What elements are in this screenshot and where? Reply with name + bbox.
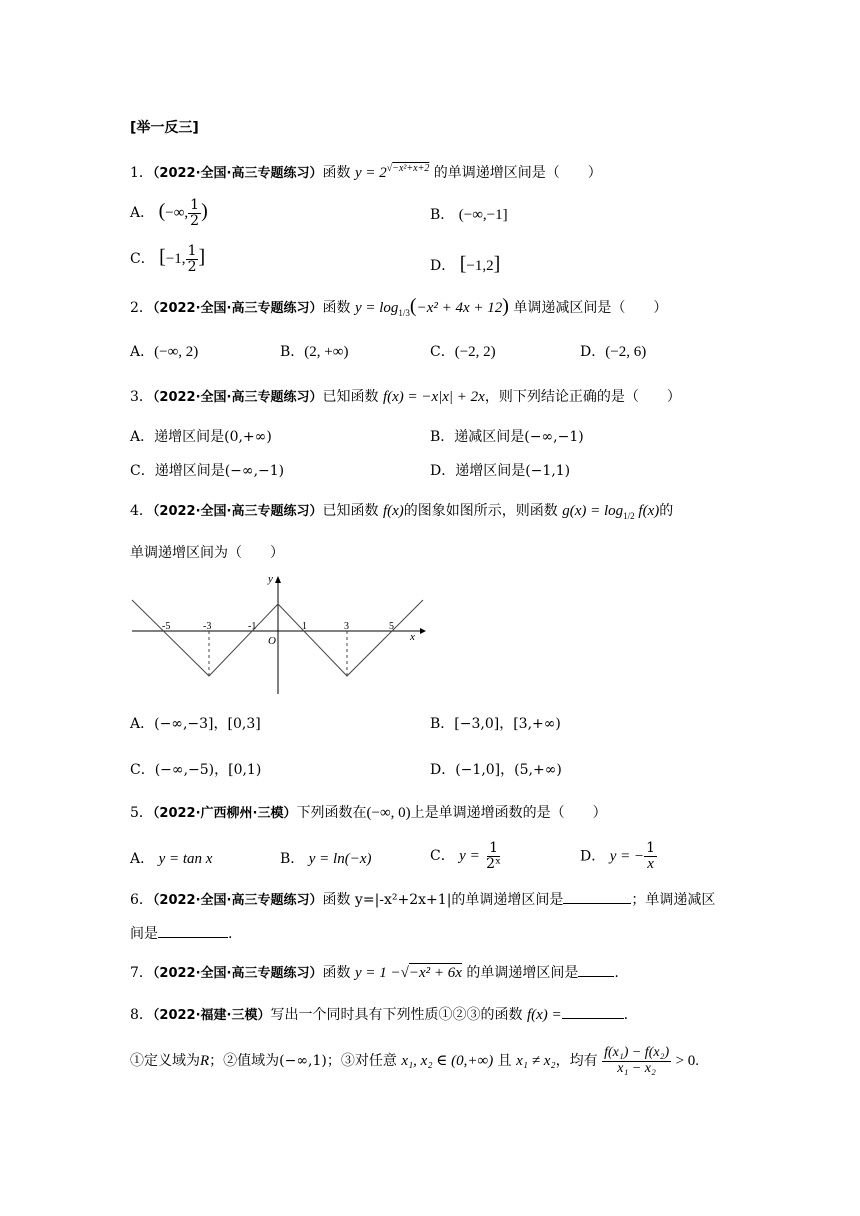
function-graph xyxy=(128,574,428,698)
formula-f-x: f(x) xyxy=(382,503,404,519)
answer-blank[interactable] xyxy=(563,903,631,904)
fraction-slope xyxy=(602,1046,671,1076)
option-text: y = xyxy=(459,848,480,865)
option-text: (−2, 6) xyxy=(605,344,647,360)
frac-num: 1 xyxy=(187,243,197,259)
fraction-half xyxy=(188,198,201,228)
bracket-right: ] xyxy=(198,246,206,269)
question-8-conditions xyxy=(130,1046,699,1076)
option-c[interactable] xyxy=(130,244,205,274)
formula-y-eq-2-pow: $y = 2^{√-x^2+x+2}$ xyxy=(354,163,430,181)
question-4-line2: 单调递增区间为（ ） xyxy=(130,545,284,561)
question-source: （2022·福建·三模） xyxy=(152,1008,271,1023)
x-axis-arrow xyxy=(420,628,426,634)
question-source: （2022·全国·高三专题练习） xyxy=(152,893,323,908)
label-y: y xyxy=(268,574,273,585)
option-d[interactable] xyxy=(430,254,500,274)
bracket-left: [ xyxy=(159,246,166,269)
bracket-right: ] xyxy=(493,253,501,275)
option-c[interactable]: C．递增区间是(−∞,−1) xyxy=(130,463,285,479)
symbol-R: R xyxy=(200,1053,210,1070)
question-3 xyxy=(130,390,681,405)
question-4 xyxy=(130,504,673,521)
question-8: 8．（2022·福建·三模）写出一个同时具有下列性质①②③的函数 f(x) = . xyxy=(130,1007,629,1023)
option-text: −1, xyxy=(165,251,186,268)
option-b[interactable]: B．递减区间是(−∞,−1) xyxy=(430,429,584,445)
question-text-post: 单调递减区间是（ ） xyxy=(513,300,668,316)
frac-num: f(x₁) − f(x₂) xyxy=(604,1045,670,1060)
formula: f(x) = xyxy=(526,1007,562,1023)
condition-text: 且 xyxy=(497,1053,512,1070)
question-number: 4． xyxy=(130,503,153,519)
option-b[interactable]: B．[−3,0]，[3,+∞) xyxy=(430,716,561,732)
sqrt-sign: √ xyxy=(400,965,409,981)
question-number: 5． xyxy=(130,805,153,821)
option-text: (−∞,−1] xyxy=(458,207,508,223)
question-text-post: 的 xyxy=(659,503,674,519)
question-text: 下列函数在 xyxy=(296,805,367,821)
frac-den: 2 xyxy=(187,258,197,275)
question-source: （2022·全国·高三专题练习） xyxy=(152,390,323,405)
option-letter: D． xyxy=(580,848,606,865)
paren-right: ) xyxy=(201,200,208,223)
frac-num: 1 xyxy=(190,197,200,213)
answer-blank[interactable] xyxy=(158,937,228,938)
question-number: 6． xyxy=(130,892,153,908)
option-letter: A． xyxy=(130,205,155,222)
option-a[interactable] xyxy=(130,198,208,228)
option-c[interactable] xyxy=(430,841,503,871)
option-text: (−2, 2) xyxy=(454,344,496,360)
option-a[interactable]: A．(−∞,−3]，[0,3] xyxy=(130,716,261,732)
option-b[interactable] xyxy=(280,852,371,867)
option-letter: C． xyxy=(430,848,455,865)
question-text: 函数 xyxy=(322,165,351,181)
answer-blank[interactable] xyxy=(562,1018,624,1019)
frac-num: 1 xyxy=(489,840,499,856)
question-text-post: 的单调递增区间是 xyxy=(466,965,579,981)
question-text: 函数 y=|-x²+2x+1|的单调递增区间是 xyxy=(322,892,564,908)
option-d[interactable] xyxy=(580,345,646,360)
formula-vars: x₁, x₂ ∈ (0,+∞) xyxy=(401,1053,494,1070)
question-6 xyxy=(130,893,715,907)
frac-den: x₁ − x₂ xyxy=(617,1060,656,1076)
question-text-post: 的单调递增区间是（ ） xyxy=(433,165,602,181)
question-7: 7．（2022·全国·高三专题练习）函数 y = 1 −√−x² + 6x 的单调递增区间是 . xyxy=(130,965,619,981)
question-text-post: ，则下列结论正确的是（ ） xyxy=(484,389,681,405)
formula-log: $y = \log_{1/3}$ xyxy=(354,300,410,318)
paren-right: ) xyxy=(502,295,509,317)
formula: y = 1 − xyxy=(354,965,401,981)
section-label: [举一反三] xyxy=(130,120,199,136)
interval: (−∞, 0) xyxy=(366,805,411,821)
question-number: 7． xyxy=(130,965,153,981)
option-letter: D． xyxy=(430,258,456,274)
question-1 xyxy=(130,164,602,181)
formula-tail: > 0. xyxy=(675,1053,700,1070)
fraction xyxy=(644,841,657,872)
question-source: （2022·全国·高三专题练习） xyxy=(152,966,323,981)
option-letter: B． xyxy=(280,851,305,867)
question-text: 函数 xyxy=(322,965,351,981)
fraction-half xyxy=(186,244,199,274)
question-number: 2． xyxy=(130,300,153,316)
formula-neq: x₁ ≠ x₂ xyxy=(516,1053,556,1070)
question-6-line2: 间是 . xyxy=(130,926,233,942)
label-origin: O xyxy=(268,635,276,647)
option-d[interactable] xyxy=(580,841,657,872)
question-text-mid: ；单调递减区 xyxy=(631,892,716,908)
question-source: （2022·全国·高三专题练习） xyxy=(152,504,323,519)
option-letter: A． xyxy=(130,344,155,360)
formula-body: −x² + 4x + 12 xyxy=(416,300,503,316)
option-text: y = ln(−x) xyxy=(308,851,372,867)
option-text: −1,2 xyxy=(466,258,494,274)
label-x: x xyxy=(410,631,415,643)
label-1: 1 xyxy=(302,621,307,632)
sqrt-body: −x² + 6x xyxy=(408,965,462,981)
label-minus3: -3 xyxy=(203,621,212,632)
frac-den: 2 xyxy=(190,212,200,229)
option-text: (−∞, 2) xyxy=(154,344,199,360)
option-a[interactable]: A．递增区间是(0,+∞) xyxy=(130,429,272,445)
option-c[interactable] xyxy=(430,345,496,360)
option-b[interactable] xyxy=(430,208,508,223)
condition-text: ①定义域为 xyxy=(130,1053,200,1070)
option-a[interactable] xyxy=(130,345,198,360)
question-number: 1． xyxy=(130,165,153,181)
question-number: 3． xyxy=(130,389,153,405)
question-text: 已知函数 xyxy=(322,503,379,519)
frac-den: 2ˣ xyxy=(486,855,501,872)
question-text: 间是 xyxy=(130,926,158,942)
formula-g-x: $g(x) = \log_{1/2} f(x)$ xyxy=(562,503,660,521)
question-source: （2022·全国·高三专题练习） xyxy=(152,301,323,316)
label-3: 3 xyxy=(344,621,349,632)
option-b[interactable] xyxy=(280,345,348,360)
option-letter: C． xyxy=(430,344,455,360)
option-text: y = − xyxy=(609,848,645,865)
question-source: （2022·全国·高三专题练习） xyxy=(152,166,323,181)
option-text: y = tan x xyxy=(158,851,213,867)
option-letter: A． xyxy=(130,851,155,867)
question-5 xyxy=(130,806,607,821)
frac-num: 1 xyxy=(646,840,656,856)
question-text: 函数 xyxy=(322,300,351,316)
y-axis-arrow xyxy=(275,576,281,583)
option-text: (2, +∞) xyxy=(304,344,349,360)
option-c[interactable]: C．(−∞,−5)，[0,1) xyxy=(130,762,262,778)
option-letter: C． xyxy=(130,251,155,268)
label-minus1: -1 xyxy=(248,621,257,632)
frac-den: x xyxy=(647,855,654,872)
bracket-left: [ xyxy=(459,253,467,275)
question-text: 写出一个同时具有下列性质①②③的函数 xyxy=(270,1007,523,1023)
option-d[interactable]: D．递增区间是(−1,1) xyxy=(430,463,571,479)
question-number: 8． xyxy=(130,1007,153,1023)
option-d[interactable]: D．(−1,0]，(5,+∞) xyxy=(430,762,562,778)
label-5: 5 xyxy=(389,621,394,632)
paren-left: ( xyxy=(409,295,417,317)
question-text: 已知函数 xyxy=(322,389,379,405)
answer-blank[interactable] xyxy=(578,976,614,977)
option-letter: D． xyxy=(580,344,606,360)
paren-left: ( xyxy=(158,200,166,223)
option-text: −∞, xyxy=(165,205,189,222)
option-a[interactable] xyxy=(130,852,212,867)
formula: f(x) = −x|x| + 2x xyxy=(382,389,485,405)
option-letter: B． xyxy=(280,344,305,360)
question-text-post: 上是单调递增函数的是（ ） xyxy=(410,805,607,821)
question-source: （2022·广西柳州·三模） xyxy=(152,806,297,821)
question-text-mid: 的图象如图所示，则函数 xyxy=(403,503,558,519)
condition-text: ；②值域为(−∞,1)；③对任意 xyxy=(209,1053,397,1070)
label-minus5: -5 xyxy=(162,621,171,632)
condition-text: ，均有 xyxy=(555,1053,598,1070)
option-letter: B． xyxy=(430,207,455,223)
fraction xyxy=(484,841,503,871)
question-2 xyxy=(130,296,667,318)
